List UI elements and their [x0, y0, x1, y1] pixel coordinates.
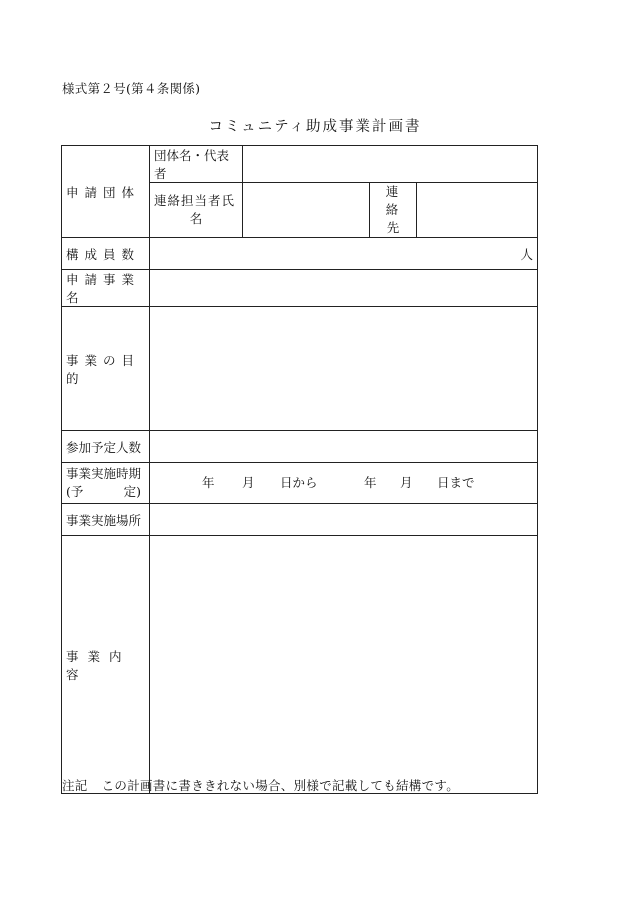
venue-row: [62, 504, 538, 536]
purpose-field[interactable]: [150, 307, 538, 431]
contact-label-line-2: 先: [386, 220, 400, 235]
end-day-label: 日まで: [437, 475, 475, 490]
contact-person-label: [150, 183, 243, 238]
footnote: [62, 776, 459, 794]
contact-field[interactable]: [417, 183, 538, 238]
start-day-label: 日から: [280, 475, 318, 490]
applicant-row-1: [62, 146, 538, 183]
period-field[interactable]: [150, 463, 538, 504]
project-name-field[interactable]: [150, 270, 538, 307]
contact-label: [370, 183, 417, 238]
participants-row: [62, 431, 538, 463]
start-year-label: 年: [202, 475, 215, 490]
members-field[interactable]: [150, 238, 538, 270]
venue-label: 事業実施場所: [62, 504, 150, 536]
purpose-row: [62, 307, 538, 431]
document-title: コミュニティ助成事業計画書: [208, 119, 422, 135]
content-value: [154, 536, 533, 793]
purpose-label: 事業の目的: [62, 307, 150, 431]
project-name-value: [154, 270, 533, 306]
period-label-line-1: 事業実施時期: [66, 466, 142, 481]
purpose-value: [154, 307, 533, 430]
contact-person-label-line-2: 名: [189, 211, 203, 226]
contact-person-label-line-1: 連絡担当者氏: [154, 193, 236, 208]
venue-field[interactable]: [150, 504, 538, 536]
content-label: 事業内容: [62, 536, 150, 794]
participants-field[interactable]: [150, 431, 538, 463]
start-month-label: 月: [242, 475, 255, 490]
applicant-label: 申請団体: [62, 146, 150, 238]
end-month-label: 月: [400, 475, 413, 490]
period-dates: [154, 473, 533, 493]
members-unit: 人: [520, 246, 533, 262]
content-field[interactable]: [150, 536, 538, 794]
contact-label-line-1: 連絡: [385, 184, 409, 217]
end-year-label: 年: [364, 475, 377, 490]
period-row: [62, 463, 538, 504]
project-name-row: [62, 270, 538, 307]
footnote-prefix: 注記: [62, 778, 88, 793]
period-label: [62, 463, 150, 504]
group-rep-field[interactable]: [243, 146, 538, 183]
period-label-line-2: [66, 483, 145, 501]
group-rep-value: [247, 146, 533, 182]
contact-value: [421, 183, 533, 237]
participants-value: [154, 431, 533, 462]
plan-form-table: [61, 145, 538, 794]
participants-label: 参加予定人数: [62, 431, 150, 463]
members-label: 構成員数: [62, 238, 150, 270]
form-number: 様式第２号(第４条関係): [62, 81, 201, 96]
footnote-text: この計画書に書ききれない場合、別様で記載しても結構です。: [101, 778, 460, 793]
content-row: [62, 536, 538, 794]
contact-person-value: [247, 183, 365, 237]
project-name-label: 申請事業名: [62, 270, 150, 307]
period-label-line-2a: (予: [66, 484, 84, 499]
period-label-line-2b: 定): [123, 484, 141, 499]
group-rep-label: 団体名・代表者: [150, 146, 243, 183]
venue-value: [154, 504, 533, 535]
members-row: [62, 238, 538, 270]
contact-person-field[interactable]: [243, 183, 370, 238]
